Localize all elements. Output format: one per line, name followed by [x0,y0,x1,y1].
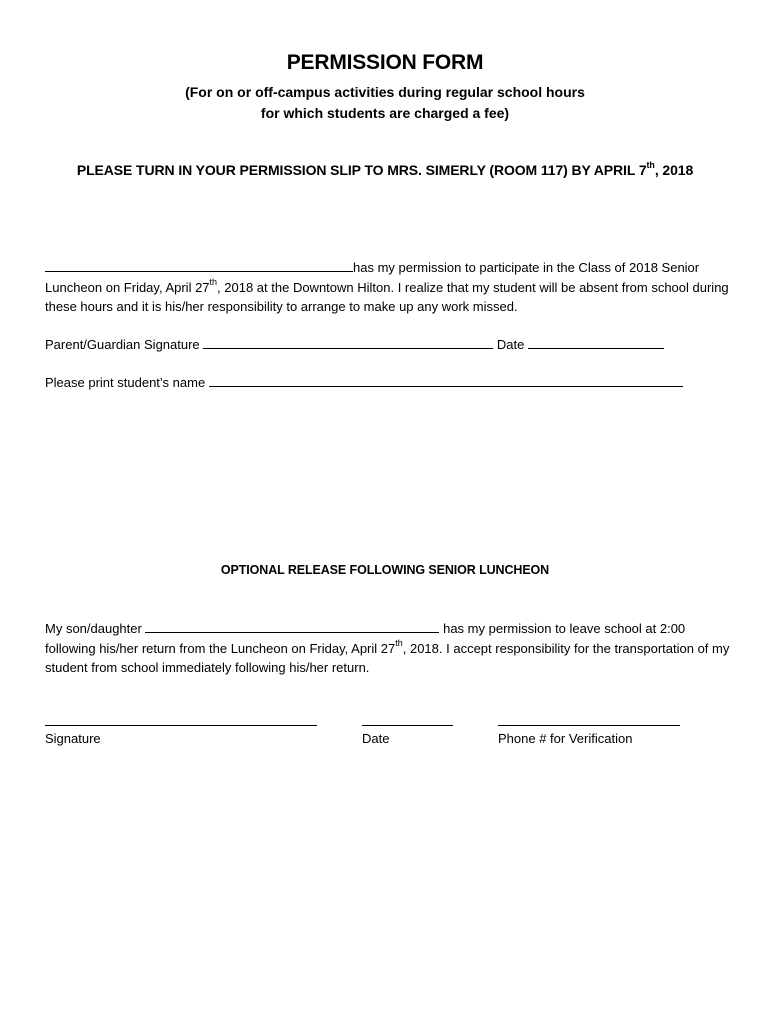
print-name-blank[interactable] [209,373,683,387]
parent-signature-label: Parent/Guardian Signature [45,337,200,352]
subtitle-line-1: (For on or off-campus activities during regular school hours [185,84,585,100]
phone-blank[interactable] [498,725,680,726]
release-paragraph [45,619,735,678]
parent-signature-row [45,335,664,354]
permission-superscript: th [209,277,218,288]
notice-superscript: th [646,160,655,171]
student-name-blank[interactable] [45,258,353,272]
parent-signature-blank[interactable] [203,335,493,349]
release-date-label: Date [362,731,390,746]
release-text-2: , 2018. I accept responsibility for the transportation of my student from school immediately following his/her return. [45,640,730,675]
turn-in-notice [0,162,770,178]
signature-label: Signature [45,731,101,746]
signature-blank[interactable] [45,725,317,726]
release-date-blank[interactable] [362,725,453,726]
subtitle-line-2: for which students are charged a fee) [260,105,510,121]
optional-release-heading: OPTIONAL RELEASE FOLLOWING SENIOR LUNCHEON [220,563,550,577]
permission-paragraph [45,258,735,317]
permission-text-2: , 2018 at the Downtown Hilton. I realize that my student will be absent from school during these hours and it is his/her responsibility to arrange to make up any work missed. [45,279,729,314]
form-subtitle [0,82,770,124]
release-superscript: th [395,638,403,649]
date-label: Date [496,337,525,352]
release-text-1: has my permission to leave school at 2:00 following his/her return from the Luncheon on Friday, April 27 [45,621,686,656]
form-title: PERMISSION FORM [286,51,484,74]
son-daughter-name-blank[interactable] [145,619,439,633]
print-name-label: Please print student’s name [45,375,206,390]
notice-year: , 2018 [654,162,694,178]
print-name-row [45,373,683,392]
phone-label: Phone # for Verification [498,731,633,746]
date-blank[interactable] [528,335,664,349]
notice-text: PLEASE TURN IN YOUR PERMISSION SLIP TO MRS. SIMERLY (ROOM 117) BY APRIL 7 [76,162,647,178]
release-prefix: My son/daughter [45,621,142,636]
permission-text-1: has my permission to participate in the Class of 2018 Senior Luncheon on Friday, April 27 [45,260,700,295]
